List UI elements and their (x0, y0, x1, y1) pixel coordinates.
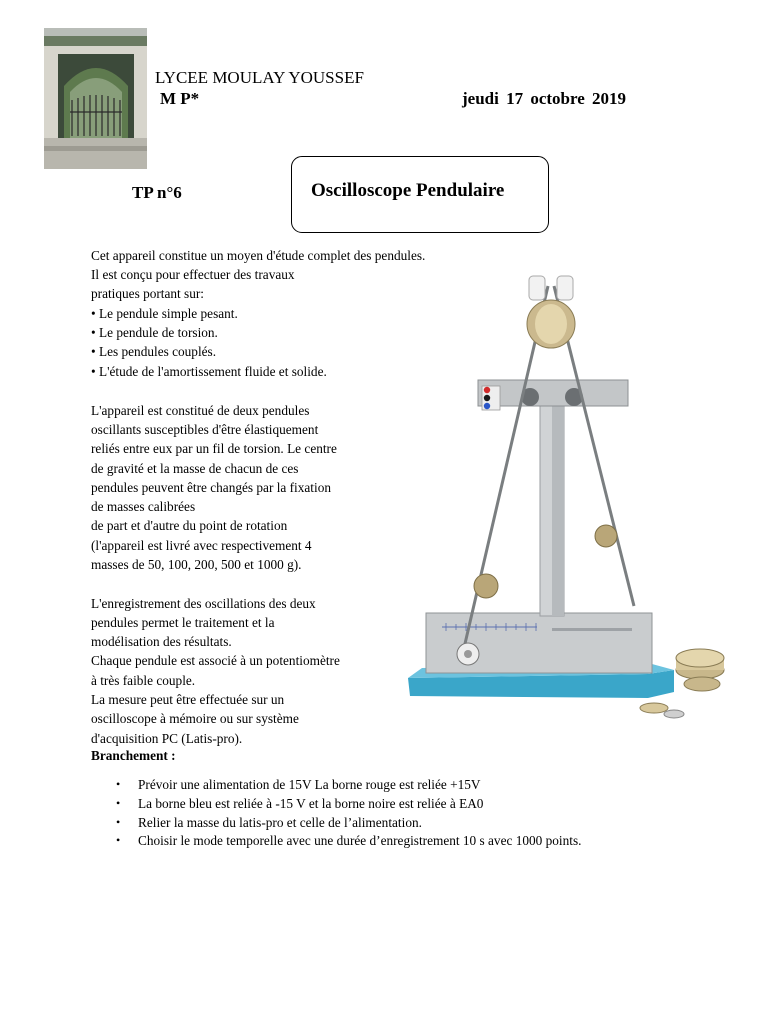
bullet: • (116, 777, 121, 791)
intro-line: • Les pendules couplés. (91, 344, 217, 359)
bullet: • (116, 833, 121, 847)
intro-line: • Le pendule de torsion. (91, 325, 218, 340)
intro-line: • Le pendule simple pesant. (91, 306, 238, 321)
recording-line: Chaque pendule est associé à un potentiomètre (91, 653, 340, 668)
school-gate-photo (44, 28, 147, 169)
recording-line: oscilloscope à mémoire ou sur système (91, 711, 299, 726)
bullet: • (116, 796, 121, 810)
class-name: M P* (160, 89, 200, 108)
pendulum-apparatus-photo (402, 266, 732, 722)
branchement-step: Relier la masse du latis-pro et celle de l’alimentation. (138, 815, 422, 830)
recording-line: La mesure peut être effectuée sur un (91, 692, 285, 707)
branchement-heading: Branchement : (91, 748, 176, 763)
branchement-step: Choisir le mode temporelle avec une durée d’enregistrement 10 s avec 1000 points. (138, 833, 582, 848)
intro-line: Il est conçu pour effectuer des travaux (91, 267, 295, 282)
tp-number: TP n°6 (132, 183, 182, 202)
recording-line: L'enregistrement des oscillations des deux (91, 596, 316, 611)
intro-line: • L'étude de l'amortissement fluide et solide. (91, 364, 327, 379)
recording-line: pendules permet le traitement et la (91, 615, 275, 630)
intro-line: pratiques portant sur: (91, 286, 204, 301)
construction-line: oscillants susceptibles d'être élastiquement (91, 422, 319, 437)
recording-line: à très faible couple. (91, 673, 196, 688)
construction-line: reliés entre eux par un fil de torsion. Le centre (91, 441, 337, 456)
recording-line: d'acquisition PC (Latis-pro). (91, 731, 243, 746)
document-date: jeudi 17 octobre 2019 (462, 89, 627, 108)
construction-line: pendules peuvent être changés par la fixation (91, 480, 331, 495)
construction-line: masses de 50, 100, 200, 500 et 1000 g). (91, 557, 302, 572)
construction-line: (l'appareil est livré avec respectivement 4 (91, 538, 312, 553)
construction-line: de gravité et la masse de chacun de ces (91, 461, 299, 476)
construction-line: de part et d'autre du point de rotation (91, 518, 288, 533)
tp-title: Oscilloscope Pendulaire (311, 180, 505, 201)
school-name: LYCEE MOULAY YOUSSEF (155, 68, 364, 87)
recording-line: modélisation des résultats. (91, 634, 232, 649)
bullet: • (116, 815, 121, 829)
construction-line: de masses calibrées (91, 499, 196, 514)
intro-line: Cet appareil constitue un moyen d'étude complet des pendules. (91, 248, 426, 263)
branchement-step: La borne bleu est reliée à -15 V et la borne noire est reliée à EA0 (138, 796, 484, 811)
construction-line: L'appareil est constitué de deux pendules (91, 403, 310, 418)
branchement-step: Prévoir une alimentation de 15V La borne rouge est reliée +15V (138, 777, 481, 792)
